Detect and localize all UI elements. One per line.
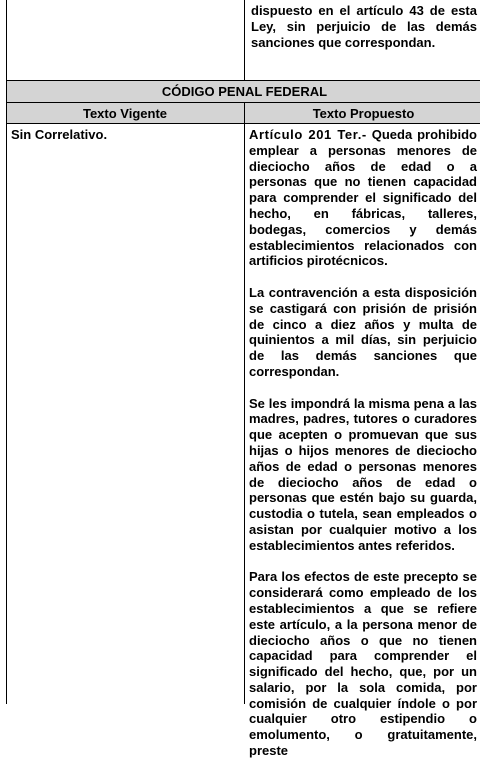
- top-row-right-text: dispuesto en el artículo 43 de esta Ley, sin perjuicio de las demás sanciones que correspondan.: [251, 3, 477, 50]
- rule-column-divider-top: [244, 0, 245, 80]
- article-lead: Artículo 201 Ter.-: [249, 127, 367, 142]
- column-header-vigente: Texto Vigente: [82, 106, 168, 121]
- guardians-paragraph: Se les impondrá la misma pena a las madres, padres, tutores o curadores que acepten o promuevan que sus hijas o hijos menores de dieciocho años de edad o personas menores de dieciocho años de edad o personas que estén bajo su guarda, custodia o tutela, sean empleados o asistan por cualquier motivo a los establecimientos antes referidos.: [249, 395, 477, 553]
- left-cell-text: Sin Correlativo.: [11, 127, 108, 142]
- definition-paragraph: Para los efectos de este precepto se considerará como empleado de los establecimientos a que se refiere este artículo, a la persona menor de dieciocho años o que no tienen capacidad para comprender el significado del hecho, que, por un salario, por la sola comida, por comisión de cualquier índole o por cualquier otro estipendio o emolumento, o gratuitamente, preste: [249, 569, 477, 759]
- article-body: Queda prohibido emplear a personas menores de dieciocho años de edad o a personas que no tienen capacidad para comprender el significado del hecho, en fábricas, talleres, bodegas, comercios y demás establecimientos relacionados con artificios pirotécnicos.: [249, 127, 477, 269]
- article-paragraph: [249, 127, 477, 269]
- section-title: CÓDIGO PENAL FEDERAL: [161, 84, 328, 99]
- penalty-paragraph: La contravención a esta disposición se castigará con prisión de prisión de cinco a diez años y multa de quinientos a mil días, sin perjuicio de las demás sanciones que correspondan.: [249, 284, 477, 379]
- rule-section-bottom: [6, 102, 480, 103]
- right-cell-text: [249, 127, 477, 759]
- rule-header-bottom: [6, 123, 480, 124]
- rule-column-divider: [244, 102, 245, 704]
- column-header-propuesto: Texto Propuesto: [312, 106, 415, 121]
- rule-section-top: [6, 80, 480, 81]
